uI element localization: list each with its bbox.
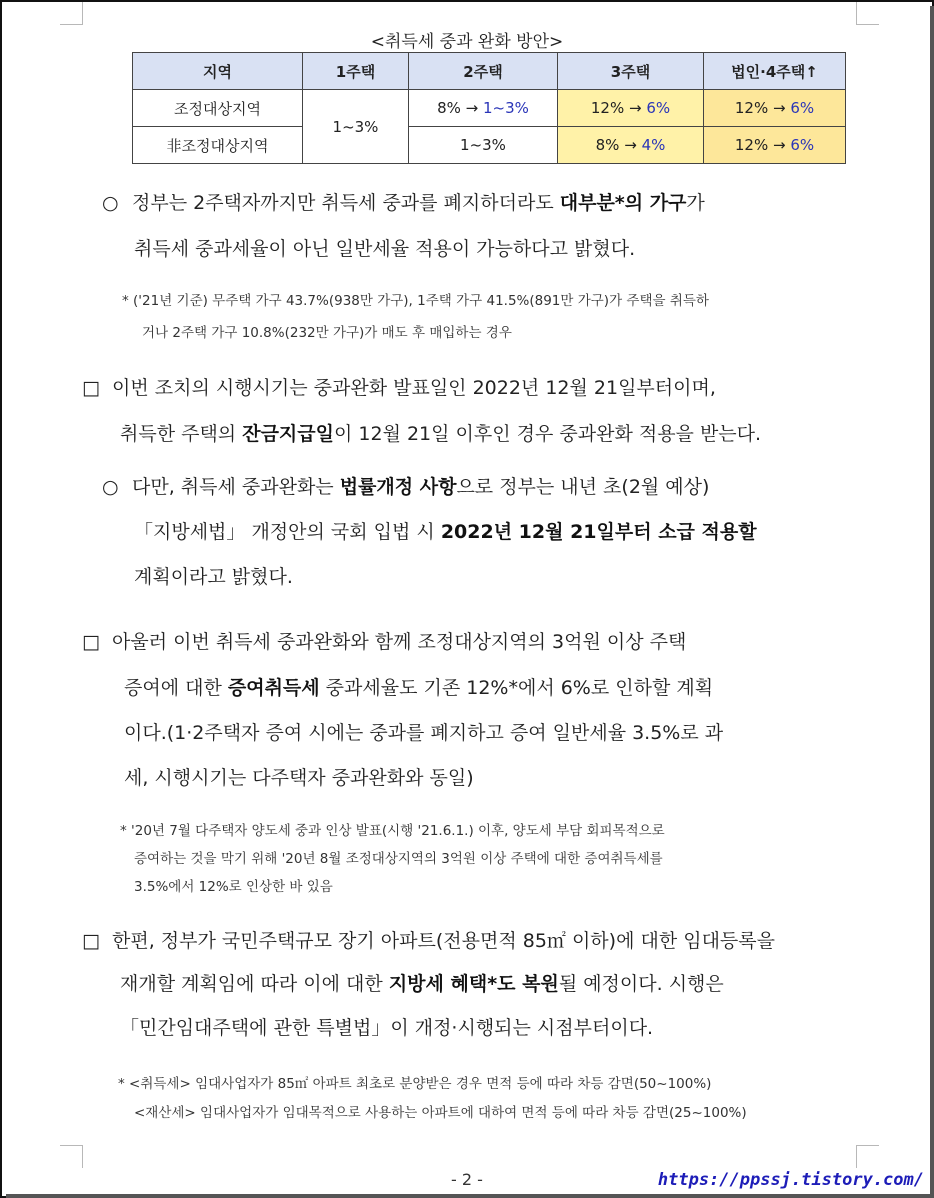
- row1-three-house: 12% → 6%: [558, 90, 704, 127]
- note-2-line-1: * '20년 7월 다주택자 양도세 중과 인상 발표(시행 '21.6.1.) 이후, 양도세 부담 회피목적으로: [120, 823, 665, 839]
- paragraph-5-line-3: 「민간임대주택에 관한 특별법」이 개정·시행되는 시점부터이다.: [120, 1017, 654, 1039]
- paragraph-4-line-4: 세, 시행시기는 다주택자 중과완화와 동일): [124, 767, 474, 789]
- header-region: 지역: [133, 53, 303, 90]
- new-rate: 6%: [646, 99, 671, 117]
- square-bullet: □: [82, 631, 100, 653]
- paragraph-5-line-2: 재개할 계획임에 따라 이에 대한 지방세 혜택*도 복원될 예정이다. 시행은: [120, 973, 724, 995]
- row2-three-house: 8% → 4%: [558, 127, 704, 164]
- square-bullet: □: [82, 377, 100, 399]
- margin-mark-bottom-right: [856, 1145, 879, 1168]
- row2-two-house: 1~3%: [409, 127, 558, 164]
- page-shadow-bottom: [6, 1194, 934, 1198]
- paragraph-2-line-2: 취득한 주택의 잔금지급일이 12월 21일 이후인 경우 중과완화 적용을 받는다.: [120, 423, 762, 445]
- paragraph-2-line-1: □ 이번 조치의 시행시기는 중과완화 발표일인 2022년 12월 21일부터이며,: [82, 377, 716, 399]
- new-rate: 4%: [641, 136, 666, 154]
- one-house-rate: 1~3%: [303, 90, 409, 164]
- blog-url[interactable]: https://ppssj.tistory.com/: [657, 1170, 924, 1190]
- paragraph-1-line-1: ○ 정부는 2주택자까지만 취득세 중과를 폐지하더라도 대부분*의 가구가: [102, 192, 705, 214]
- paragraph-3-line-1: ○ 다만, 취득세 중과완화는 법률개정 사항으로 정부는 내년 초(2월 예상): [102, 476, 710, 498]
- circle-bullet: ○: [102, 476, 119, 498]
- row1-region: 조정대상지역: [133, 90, 303, 127]
- paragraph-4-line-2: 증여에 대한 증여취득세 중과세율도 기존 12%*에서 6%로 인하할 계획: [124, 677, 714, 699]
- table-row: [133, 127, 846, 164]
- margin-mark-top-left: [60, 2, 83, 25]
- table-title: <취득세 중과 완화 방안>: [370, 32, 564, 52]
- page-number: - 2 -: [451, 1170, 483, 1189]
- row2-region: 非조정대상지역: [133, 127, 303, 164]
- table-header-row: [133, 53, 846, 90]
- page-shadow-right: [930, 6, 934, 1198]
- paragraph-4-line-3: 이다.(1·2주택자 증여 시에는 중과를 폐지하고 증여 일반세율 3.5%로 과: [124, 722, 724, 744]
- margin-mark-top-right: [856, 2, 879, 25]
- new-rate: 6%: [790, 136, 815, 154]
- acquisition-tax-table: [132, 52, 846, 164]
- table-row: [133, 90, 846, 127]
- header-three-house: 3주택: [558, 53, 704, 90]
- margin-mark-bottom-left: [60, 1145, 83, 1168]
- note-3-line-2: <재산세> 임대사업자가 임대목적으로 사용하는 아파트에 대하여 면적 등에 따라 차등 감면(25~100%): [134, 1105, 747, 1121]
- header-two-house: 2주택: [409, 53, 558, 90]
- row1-two-house: 8% → 1~3%: [409, 90, 558, 127]
- paragraph-1-line-2: 취득세 중과세율이 아닌 일반세율 적용이 가능하다고 밝혔다.: [134, 238, 636, 260]
- paragraph-5-line-1: □ 한편, 정부가 국민주택규모 장기 아파트(전용면적 85㎡ 이하)에 대한 임대등록을: [82, 930, 775, 952]
- paragraph-3-line-3: 계획이라고 밝혔다.: [134, 566, 293, 588]
- new-rate: 1~3%: [483, 99, 529, 117]
- note-1-line-2: 거나 2주택 가구 10.8%(232만 가구)가 매도 후 매입하는 경우: [142, 325, 512, 341]
- note-2-line-3: 3.5%에서 12%로 인상한 바 있음: [134, 879, 333, 895]
- paragraph-3-line-2: 「지방세법」 개정안의 국회 입법 시 2022년 12월 21일부터 소급 적용할: [134, 521, 757, 543]
- new-rate: 6%: [790, 99, 815, 117]
- header-corp-four-house: 법인·4주택↑: [704, 53, 846, 90]
- note-1-line-1: * ('21년 기준) 무주택 가구 43.7%(938만 가구), 1주택 가구 41.5%(891만 가구)가 주택을 취득하: [122, 293, 709, 309]
- header-one-house: 1주택: [303, 53, 409, 90]
- row1-corp-four-house: 12% → 6%: [704, 90, 846, 127]
- square-bullet: □: [82, 930, 100, 952]
- note-2-line-2: 증여하는 것을 막기 위해 '20년 8월 조정대상지역의 3억원 이상 주택에 대한 증여취득세를: [134, 851, 663, 867]
- note-3-line-1: * <취득세> 임대사업자가 85㎡ 아파트 최초로 분양받은 경우 면적 등에 따라 차등 감면(50~100%): [118, 1076, 712, 1092]
- row2-corp-four-house: 12% → 6%: [704, 127, 846, 164]
- circle-bullet: ○: [102, 192, 119, 214]
- paragraph-4-line-1: □ 아울러 이번 취득세 중과완화와 함께 조정대상지역의 3억원 이상 주택: [82, 631, 687, 653]
